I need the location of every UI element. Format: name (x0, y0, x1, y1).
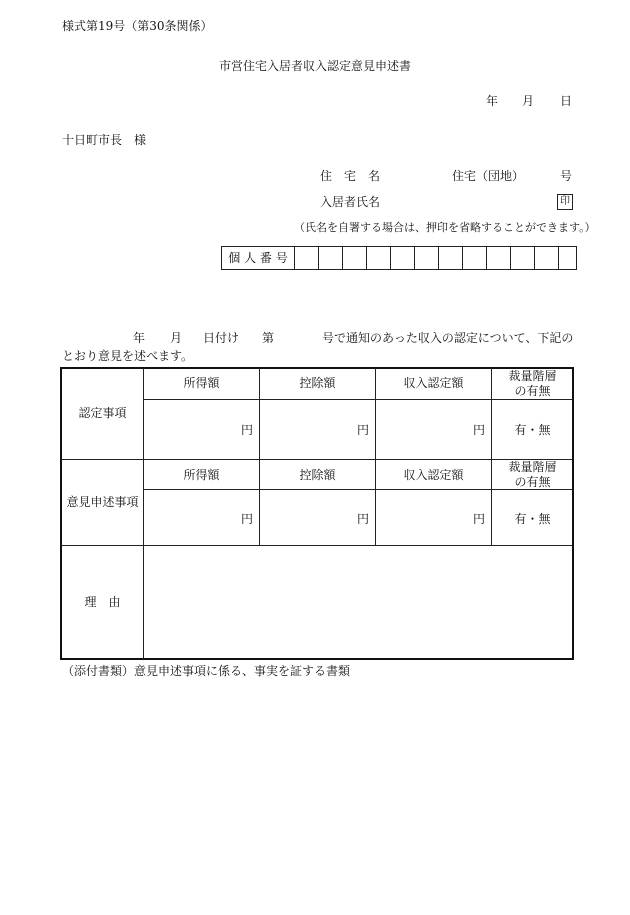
date-day-label: 日 (560, 94, 573, 108)
resident-name-label: 入居者氏名 (320, 195, 381, 209)
certified-deduction-yen: 円 (356, 423, 369, 437)
body-dai-label: 第 (262, 331, 275, 345)
individual-number-grid (221, 246, 577, 270)
body-line2-text: とおり意見を述べます。 (62, 349, 194, 363)
row-label-opinion: 意見申述事項 (66, 495, 139, 509)
opinion-header-income: 所得額 (183, 468, 220, 482)
body-year-label: 年 (133, 331, 146, 345)
digit-box-9[interactable] (486, 247, 510, 269)
certified-yes-no[interactable]: 有・無 (514, 423, 551, 437)
row-label-certified: 認定事項 (78, 406, 127, 420)
header-discretionary-line1: 裁量階層 (508, 369, 557, 383)
housing-type-label: 住宅（団地） (452, 169, 525, 183)
certified-income-yen: 円 (240, 423, 253, 437)
digit-box-5[interactable] (390, 247, 414, 269)
opinion-header-deduction: 控除額 (299, 468, 336, 482)
form-title: 市営住宅入居者収入認定意見申述書 (218, 59, 411, 73)
body-line1-text: 号で通知のあった収入の認定について、下記の (322, 331, 574, 345)
digit-box-8[interactable] (462, 247, 486, 269)
opinion-header-certified-income: 収入認定額 (403, 468, 464, 482)
individual-number-label: 個 人 番 号 (222, 247, 295, 269)
form-number: 様式第19号（第30条関係） (62, 19, 213, 33)
digit-box-6[interactable] (414, 247, 438, 269)
attachment-note: （添付書類）意見申述事項に係る、事実を証する書類 (62, 664, 351, 678)
date-month-label: 月 (522, 94, 535, 108)
opinion-header-discretionary-line1: 裁量階層 (508, 460, 557, 474)
header-income: 所得額 (183, 376, 220, 390)
opinion-header-discretionary-line2: の有無 (514, 475, 551, 489)
header-certified-income: 収入認定額 (403, 376, 464, 390)
signature-note: （氏名を自署する場合は、押印を省略することができます。） (294, 221, 596, 234)
housing-name-label: 住 宅 名 (320, 169, 381, 183)
digit-box-2[interactable] (318, 247, 342, 269)
header-deduction: 控除額 (299, 376, 336, 390)
certified-amount-yen: 円 (472, 423, 485, 437)
body-month-label: 月 (170, 331, 183, 345)
digit-box-1[interactable] (294, 247, 318, 269)
opinion-deduction-yen: 円 (356, 512, 369, 526)
opinion-income-yen: 円 (240, 512, 253, 526)
date-year-label: 年 (486, 94, 499, 108)
digit-box-3[interactable] (342, 247, 366, 269)
digit-box-4[interactable] (366, 247, 390, 269)
addressee: 十日町市長 様 (62, 133, 147, 147)
digit-box-10[interactable] (510, 247, 534, 269)
seal-mark: 印 (557, 194, 573, 210)
digit-box-11[interactable] (534, 247, 558, 269)
body-dated-label: 日付け (203, 331, 240, 345)
housing-number-suffix: 号 (560, 169, 573, 183)
digit-box-12[interactable] (558, 247, 576, 269)
row-label-reason: 理 由 (84, 595, 121, 609)
digit-box-7[interactable] (438, 247, 462, 269)
opinion-amount-yen: 円 (472, 512, 485, 526)
reason-input-area[interactable] (145, 547, 571, 657)
header-discretionary-line2: の有無 (514, 384, 551, 398)
opinion-yes-no[interactable]: 有・無 (514, 512, 551, 526)
